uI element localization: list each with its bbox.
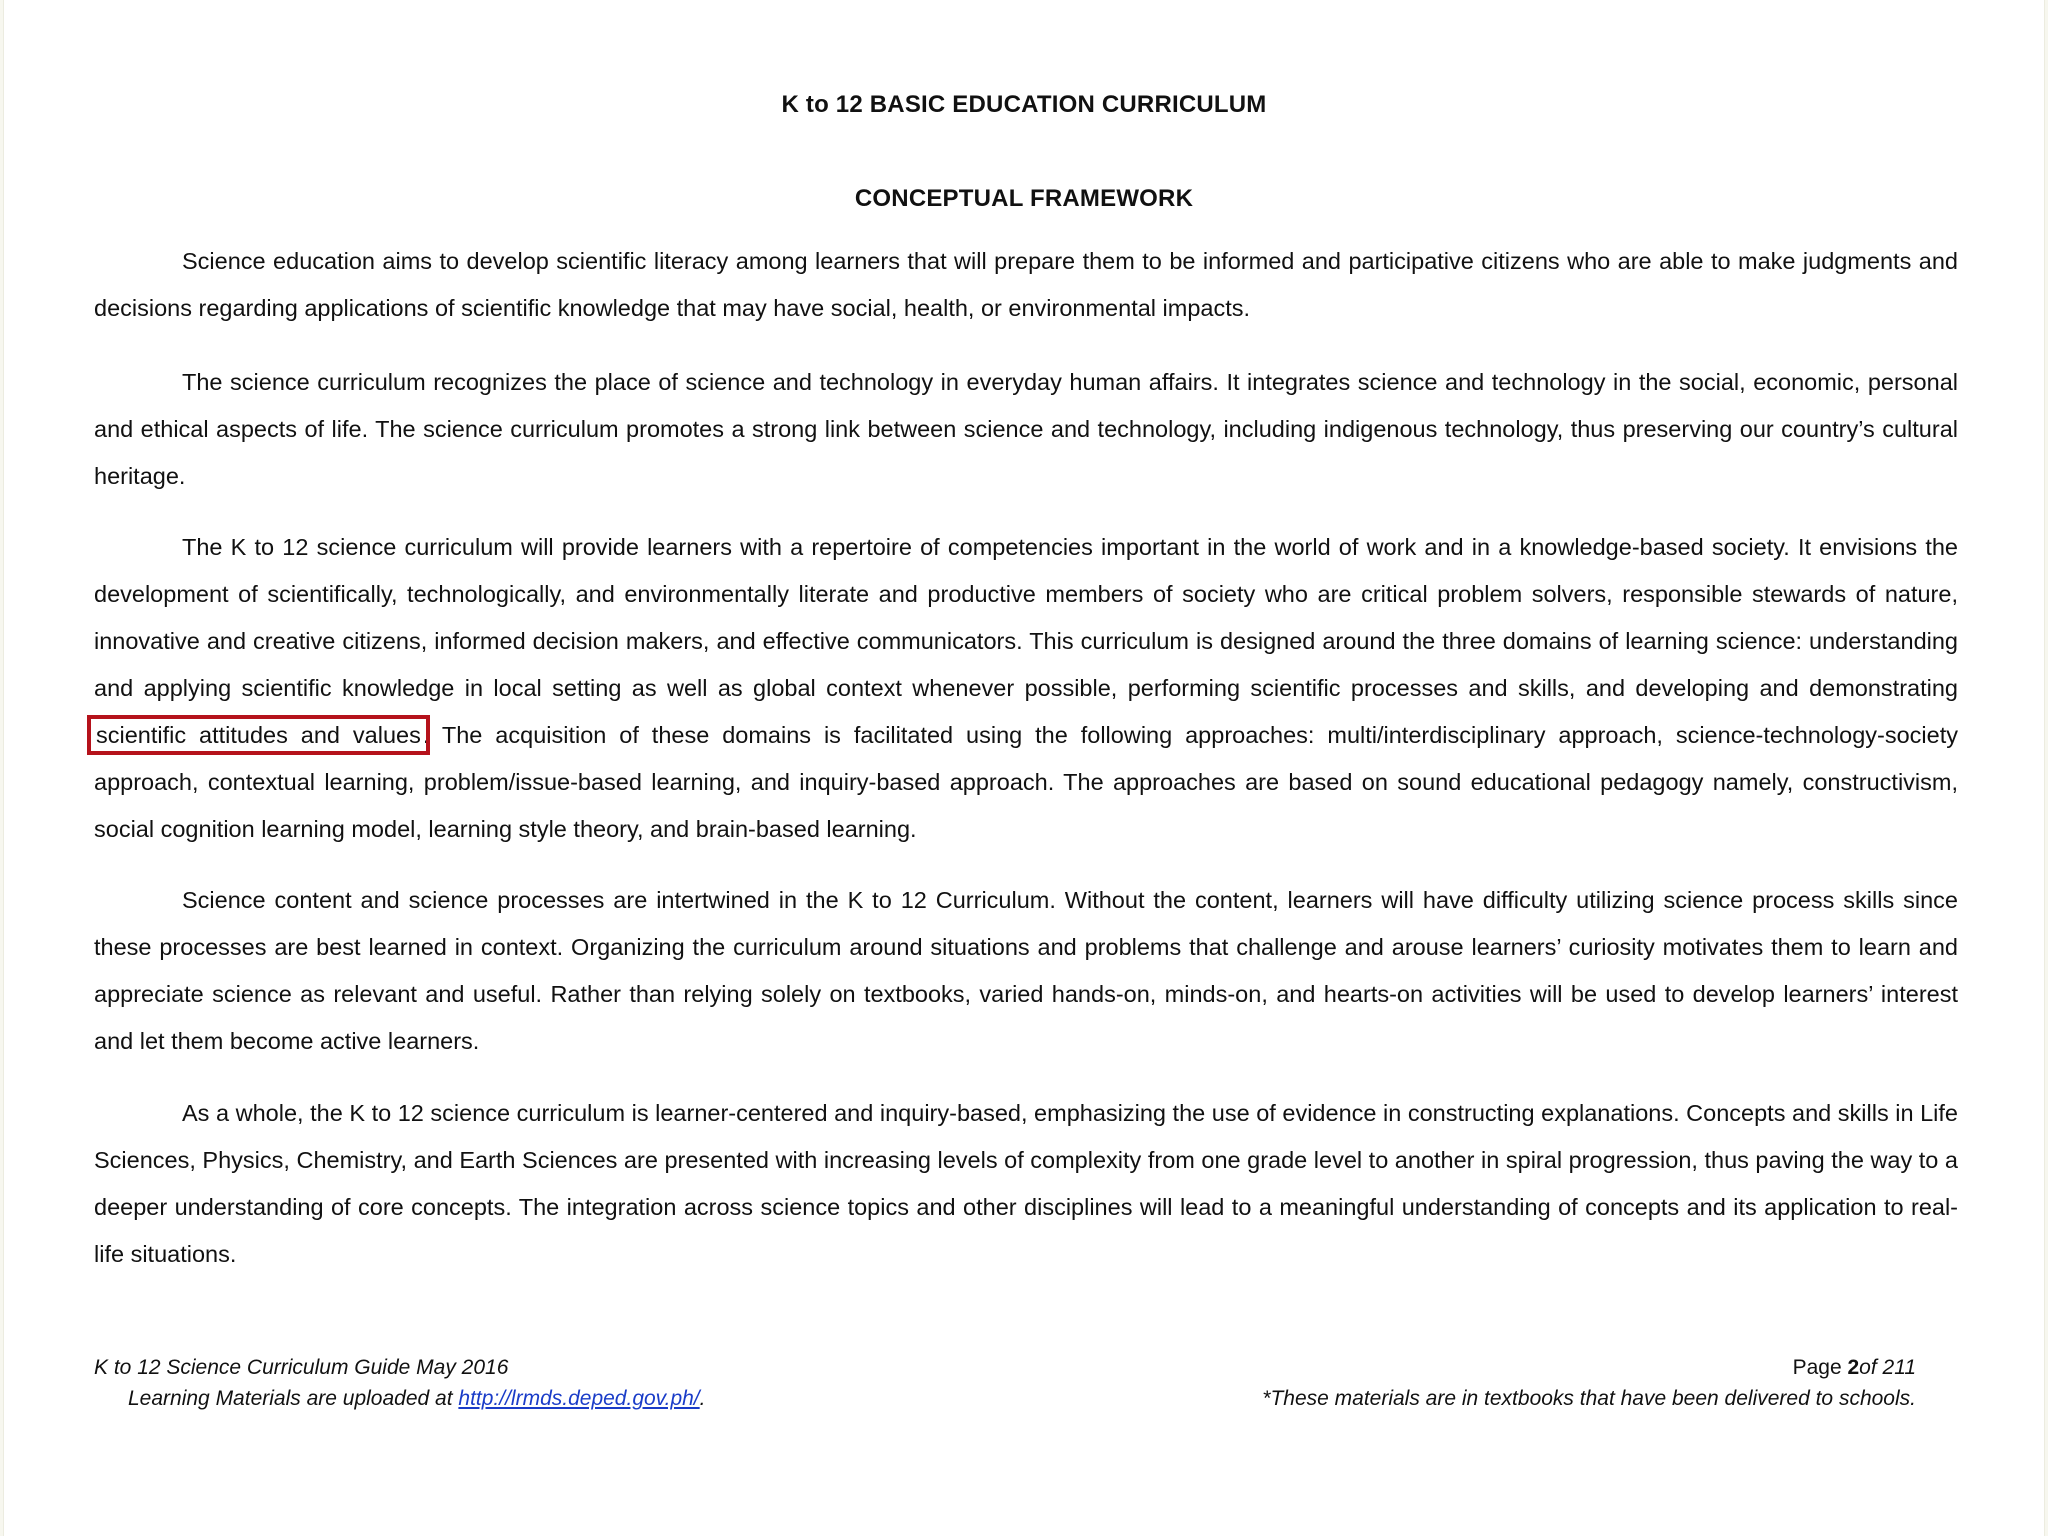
paragraph-5: As a whole, the K to 12 science curriculum is learner-centered and inquiry-based, emphasizing the use of evidence in constructing explanations. Concepts and skills in Life Sciences, Physics, Chemistry, and Earth Sciences are presented with increasing levels of complexity from one grade level to another in spiral progression, thus paving the way to a deeper understanding of core concepts. The integration across science topics and other disciplines will lead to a meaningful understanding of concepts and its application to real-life situations. [94, 1100, 1958, 1267]
footer-upload-prefix: Learning Materials are uploaded at [128, 1387, 459, 1410]
highlighted-phrase: scientific attitudes and values [96, 722, 421, 748]
document-page [4, 0, 2044, 1536]
paragraph-3 [94, 524, 1958, 853]
paragraph-4: Science content and science processes are intertwined in the K to 12 Curriculum. Without the content, learners will have difficulty utilizing science process skills since these processes are best learned in context. Organizing the curriculum around situations and problems that challenge and arouse learners’ curiosity motivates them to learn and appreciate science as relevant and useful. Rather than relying solely on textbooks, varied hands-on, minds-on, and hearts-on activities will be used to develop learners’ interest and let them become active learners. [94, 887, 1958, 1054]
page-indicator [1262, 1352, 1916, 1383]
footer-upload-note [94, 1383, 706, 1414]
footer-upload-suffix: . [699, 1387, 706, 1410]
paragraph-3-text-before: The K to 12 science curriculum will provide learners with a repertoire of competencies important in the world of work and in a knowledge-based society. It envisions the development of scientifically, technologically, and environmentally literate and productive members of society who are critical problem solvers, responsible stewards of nature, innovative and creative citizens, informed decision makers, and effective communicators. This curriculum is designed around the three domains of learning science: understanding and applying scientific knowledge in local setting as well as global context whenever possible, performing scientific processes and skills, and developing and demonstrating [94, 534, 1958, 701]
footer-left [94, 1352, 706, 1414]
paragraph-1: Science education aims to develop scientific literacy among learners that will prepare them to be informed and participative citizens who are able to make judgments and decisions regarding applications of scientific knowledge that may have social, health, or environmental impacts. [94, 248, 1958, 321]
page-total: of 211 [1859, 1356, 1916, 1379]
paragraph-3-text-after: . The acquisition of these domains is facilitated using the following approaches: multi/interdisciplinary approach, science-technology-society approach, contextual learning, problem/issue-based learning, and inquiry-based approach. The approaches are based on sound educational pedagogy namely, constructivism, social cognition learning model, learning style theory, and brain-based learning. [94, 722, 1958, 842]
section-title: CONCEPTUAL FRAMEWORK [854, 185, 1194, 212]
lrmds-link[interactable]: http://lrmds.deped.gov.ph/ [458, 1387, 700, 1410]
footer-right [1262, 1352, 1916, 1414]
footer-materials-note: *These materials are in textbooks that have been delivered to schools. [1262, 1387, 1916, 1410]
paragraph-2: The science curriculum recognizes the place of science and technology in everyday human affairs. It integrates science and technology in the social, economic, personal and ethical aspects of life. The science curriculum promotes a strong link between science and technology, including indigenous technology, thus preserving our country’s cultural heritage. [94, 369, 1958, 489]
document-title: K to 12 BASIC EDUCATION CURRICULUM [781, 91, 1267, 118]
page-number: 2 [1847, 1356, 1860, 1379]
page-label: Page [1792, 1356, 1848, 1379]
footer-guide-title: K to 12 Science Curriculum Guide May 2016 [94, 1356, 509, 1379]
